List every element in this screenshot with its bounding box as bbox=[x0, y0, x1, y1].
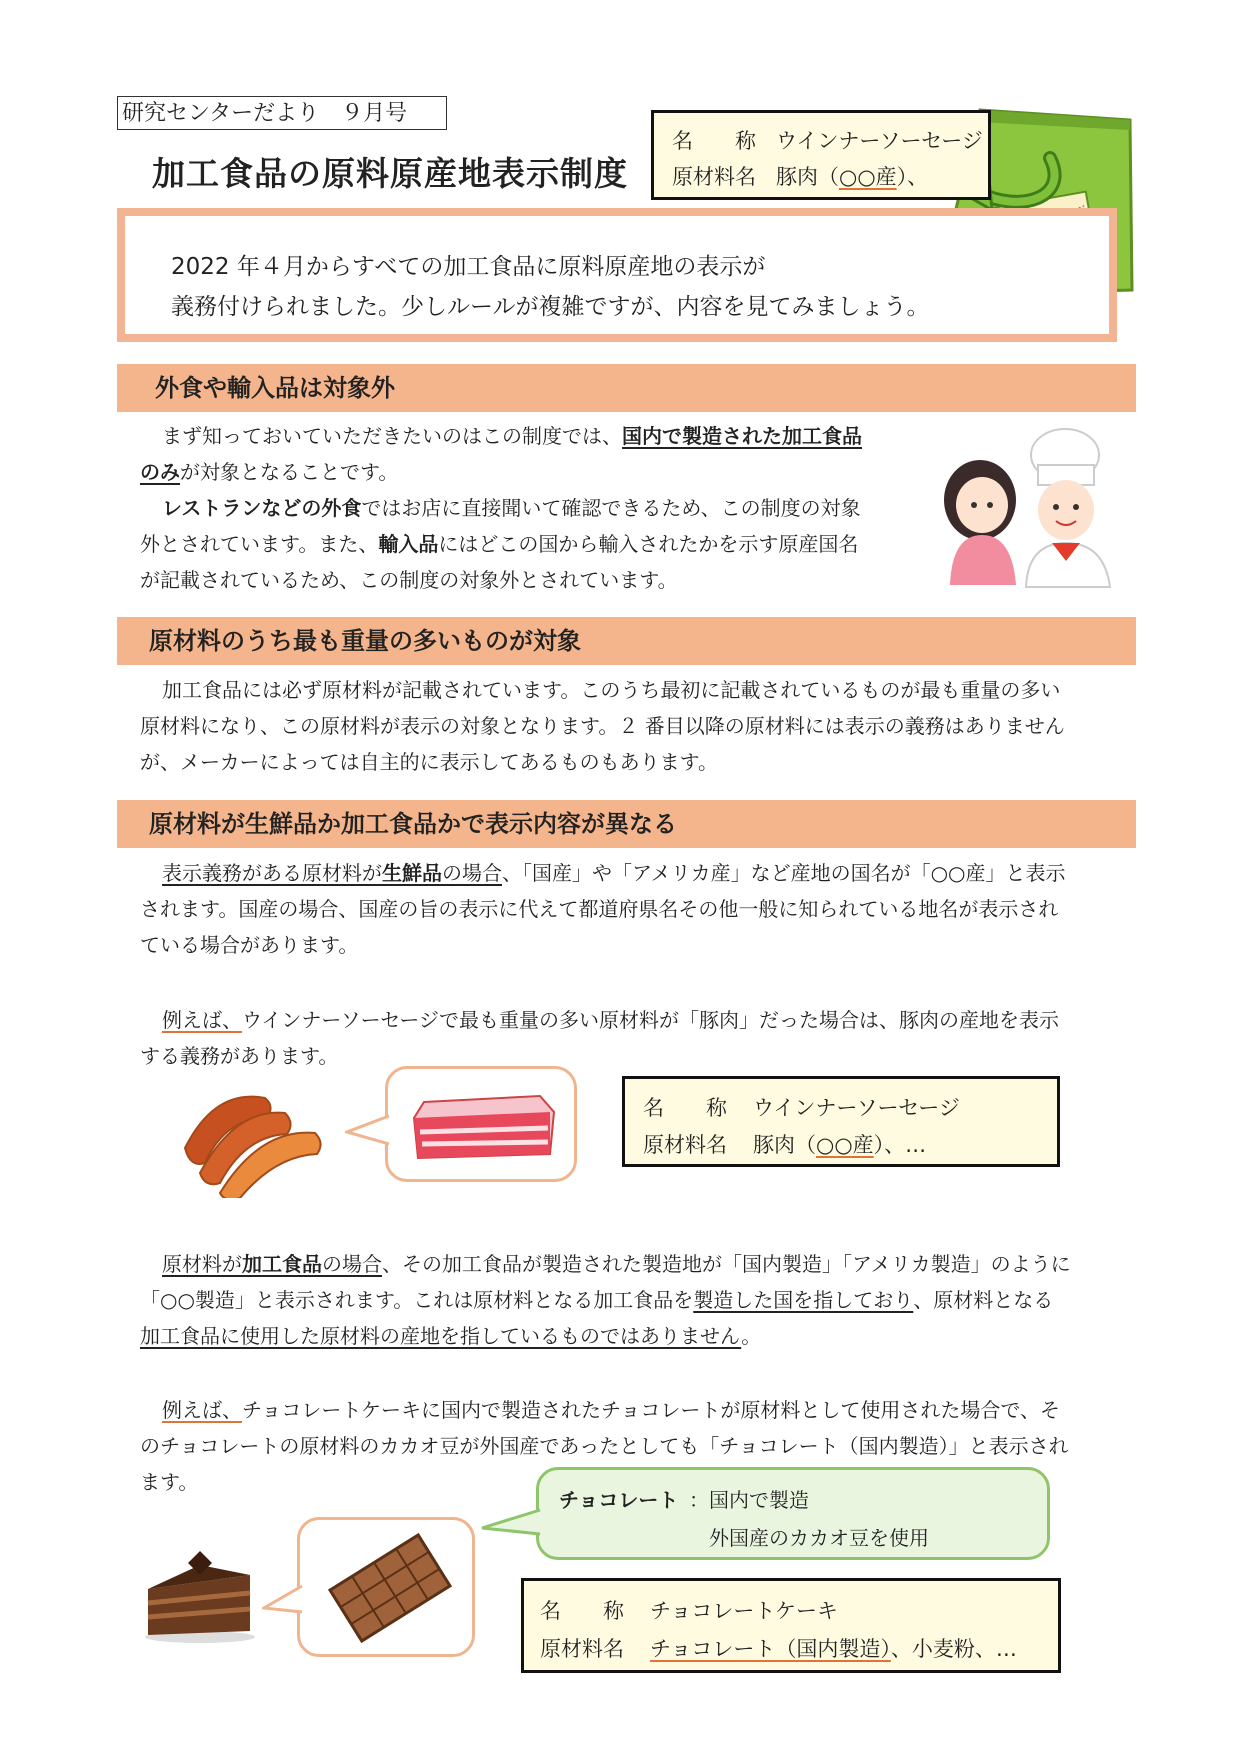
label-ingredient-key: 原材料名 bbox=[672, 165, 756, 189]
processed-line-2: 「○○製造」と表示されます。これは原材料となる加工食品を製造した国を指しており、原材料となる bbox=[140, 1288, 1054, 1312]
label2-ingredient-key: 原材料名 bbox=[643, 1133, 727, 1157]
example1-line-1: 例えば、ウインナーソーセージで最も重量の多い原材料が「豚肉」だった場合は、豚肉の産地を表示 bbox=[162, 1008, 1059, 1032]
section2-line-2: 原材料になり、この原材料が表示の対象となります。２ 番目以降の原材料には表示の義務はありません bbox=[140, 714, 1065, 738]
choco-bubble-tail bbox=[262, 1580, 304, 1620]
newsletter-tag: 研究センターだより ９月号 bbox=[117, 96, 447, 130]
bubble-tail bbox=[345, 1110, 391, 1150]
choco-key: チョコレート bbox=[559, 1488, 679, 1512]
section1-line-4: 外とされています。また、輸入品にはどこの国から輸入されたかを示す原産国名 bbox=[140, 532, 859, 556]
sausage-food-label bbox=[622, 1076, 1060, 1167]
example2-line-3: ます。 bbox=[140, 1470, 199, 1494]
section1-line-3: レストランなどの外食ではお店に直接聞いて確認できるため、この制度の対象 bbox=[162, 496, 861, 520]
intro-line-1: 2022 年４月からすべての加工食品に原料原産地の表示が bbox=[171, 254, 766, 280]
green-box-tail bbox=[480, 1502, 542, 1542]
section-heading-2: 原材料のうち最も重量の多いものが対象 bbox=[117, 617, 1136, 665]
label-name-key: 名 称 bbox=[672, 129, 756, 153]
chocolate-bar-icon bbox=[320, 1530, 460, 1645]
section-heading-3: 原材料が生鮮品か加工食品かで表示内容が異なる bbox=[117, 800, 1136, 848]
page-title: 加工食品の原料原産地表示制度 bbox=[152, 154, 628, 193]
label3-name-value: チョコレートケーキ bbox=[650, 1599, 838, 1623]
label2-ingredient-value: 豚肉（○○産）、… bbox=[753, 1133, 927, 1157]
label-ingredient-value: 豚肉（○○産）、 bbox=[776, 165, 929, 189]
label3-ingredient-value: チョコレート（国内製造）、小麦粉、… bbox=[650, 1637, 1017, 1661]
top-food-label bbox=[651, 110, 991, 200]
label2-name-key: 名 称 bbox=[643, 1096, 727, 1120]
choco-colon: ： bbox=[689, 1488, 709, 1512]
label3-name-key: 名 称 bbox=[540, 1599, 624, 1623]
section3-line-1: 表示義務がある原材料が生鮮品の場合、「国産」や「アメリカ産」など産地の国名が「○○産」と表示 bbox=[162, 861, 1066, 885]
section3-line-2: されます。国産の場合、国産の旨の表示に代えて都道府県名その他一般に知られている地名が表示され bbox=[140, 897, 1059, 921]
choco-value-1: 国内で製造 bbox=[709, 1488, 809, 1512]
sausages-illustration bbox=[175, 1078, 345, 1198]
section1-line-2: のみが対象となることです。 bbox=[140, 460, 399, 484]
processed-line-3: 加工食品に使用した原材料の産地を指しているものではありません。 bbox=[140, 1324, 762, 1348]
woman-and-chef-illustration bbox=[930, 425, 1120, 590]
processed-line-1: 原材料が加工食品の場合、その加工食品が製造された製造地が「国内製造」「アメリカ製造」のように bbox=[162, 1252, 1071, 1276]
section3-line-3: ている場合があります。 bbox=[140, 933, 359, 957]
section-heading-1: 外食や輸入品は対象外 bbox=[117, 364, 1136, 412]
section1-line-5: が記載されているため、この制度の対象外とされています。 bbox=[140, 568, 678, 592]
choco-value-2: 外国産のカカオ豆を使用 bbox=[709, 1526, 929, 1550]
section2-line-3: が、メーカーによっては自主的に表示してあるものもあります。 bbox=[140, 750, 718, 774]
pork-meat-icon bbox=[410, 1088, 558, 1162]
section2-line-1: 加工食品には必ず原材料が記載されています。このうち最初に記載されているものが最も重量の多い bbox=[162, 678, 1061, 702]
label3-ingredient-key: 原材料名 bbox=[540, 1637, 624, 1661]
example2-line-2: のチョコレートの原材料のカカオ豆が外国産であったとしても「チョコレート（国内製造）」と表示され bbox=[140, 1434, 1069, 1458]
example2-line-1: 例えば、チョコレートケーキに国内で製造されたチョコレートが原材料として使用された場合で、そ bbox=[162, 1398, 1060, 1422]
section1-line-1: まず知っておいていただきたいのはこの制度では、国内で製造された加工食品 bbox=[162, 424, 862, 448]
intro-line-2: 義務付けられました。少しルールが複雑ですが、内容を見てみましょう。 bbox=[171, 294, 930, 320]
label-name-value: ウインナーソーセージ bbox=[776, 129, 983, 153]
cake-food-label bbox=[521, 1578, 1061, 1673]
label2-name-value: ウインナーソーセージ bbox=[753, 1096, 960, 1120]
chocolate-note-box bbox=[536, 1467, 1050, 1560]
chocolate-cake-illustration bbox=[140, 1545, 260, 1645]
example1-line-2: する義務があります。 bbox=[140, 1044, 339, 1068]
intro-box bbox=[117, 208, 1117, 342]
